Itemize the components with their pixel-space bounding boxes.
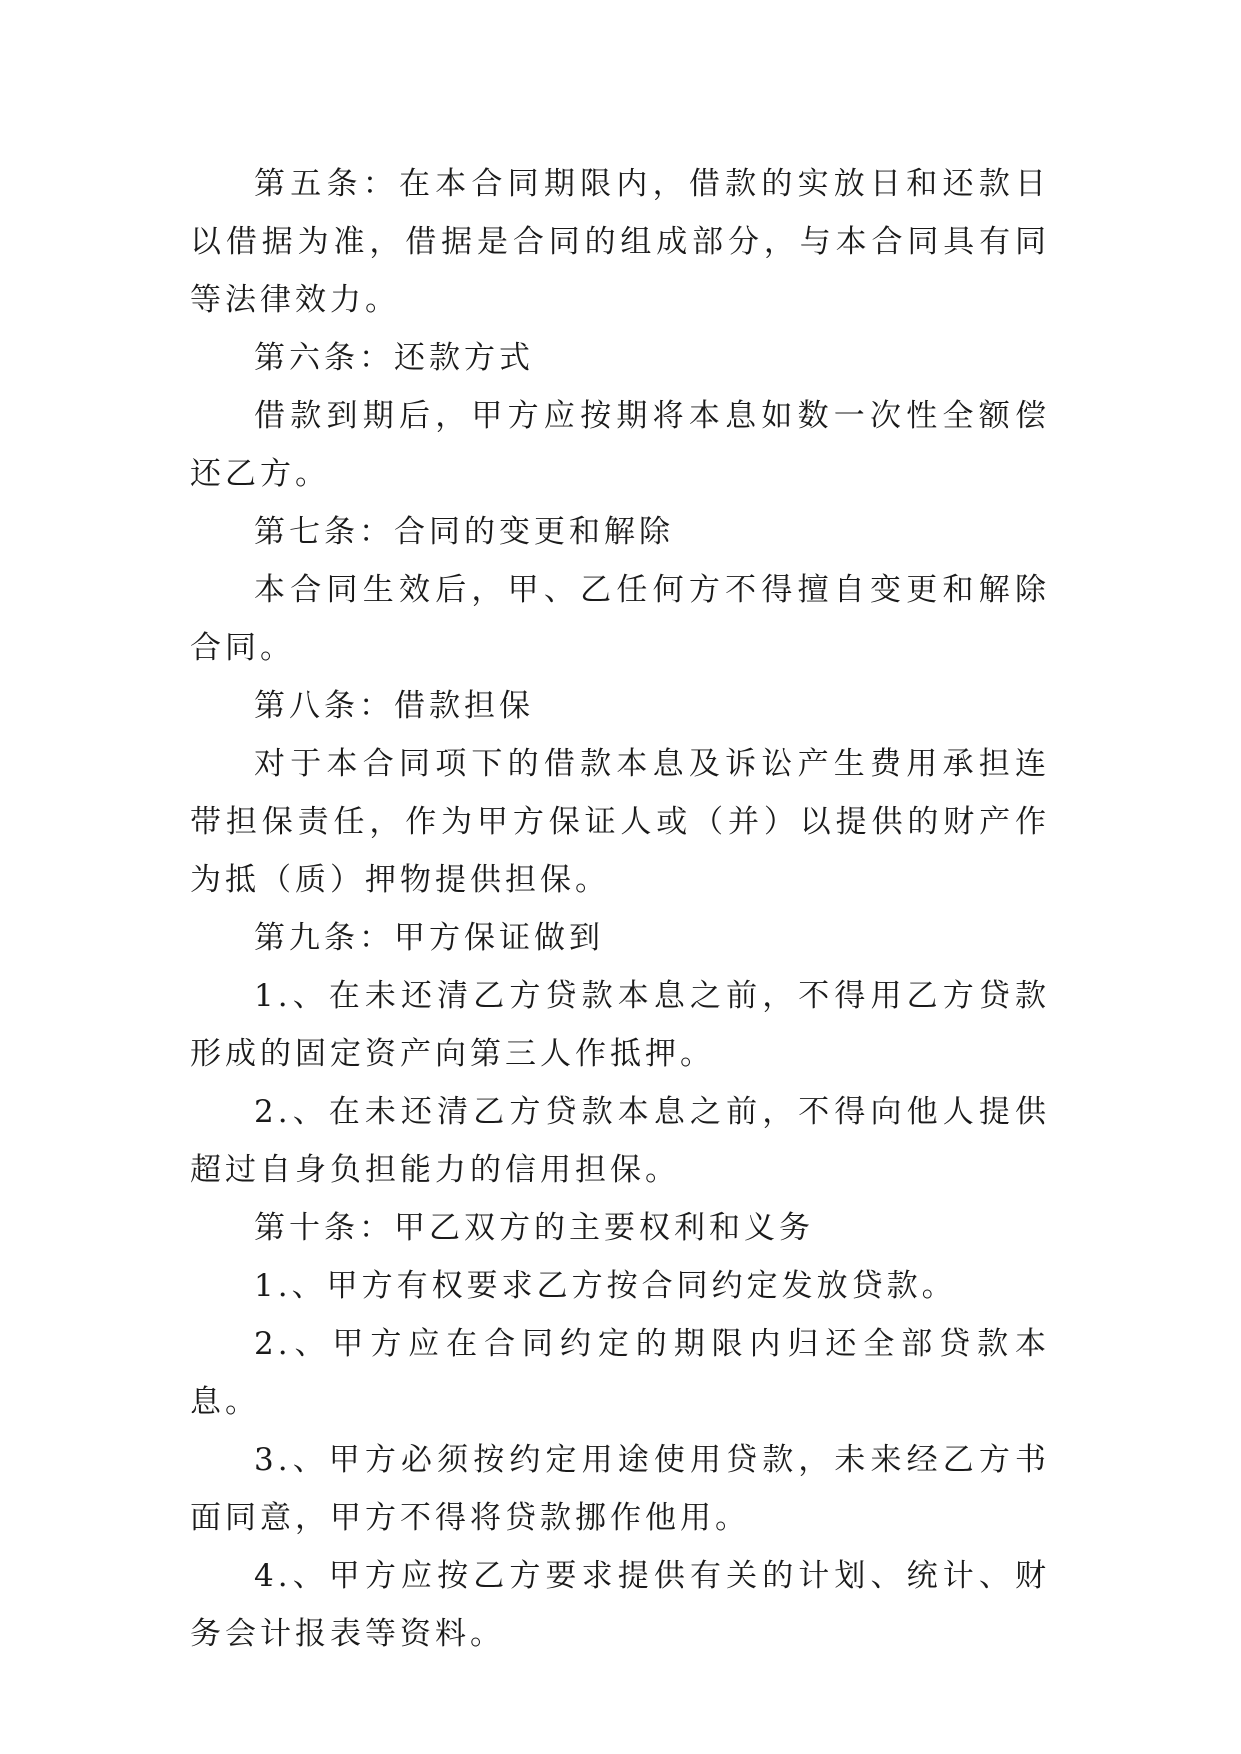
article-9-item-2: 2.、在未还清乙方贷款本息之前，不得向他人提供超过自身负担能力的信用担保。 — [190, 1094, 1050, 1188]
article-10-heading: 第十条：甲乙双方的主要权利和义务 — [254, 1210, 814, 1246]
article-10-item-1: 1.、甲方有权要求乙方按合同约定发放贷款。 — [254, 1268, 957, 1304]
article-8-text: 对于本合同项下的借款本息及诉讼产生费用承担连带担保责任，作为甲方保证人或（并）以提供的财产作为抵（质）押物提供担保。 — [190, 746, 1050, 898]
article-10-item-2: 2.、甲方应在合同约定的期限内归还全部贷款本息。 — [190, 1326, 1050, 1420]
article-10-item-4: 4.、甲方应按乙方要求提供有关的计划、统计、财务会计报表等资料。 — [190, 1558, 1050, 1652]
article-6-heading: 第六条：还款方式 — [254, 340, 534, 376]
article-9-heading: 第九条：甲方保证做到 — [254, 920, 604, 956]
article-8-heading: 第八条：借款担保 — [254, 688, 534, 724]
article-5-text: 第五条：在本合同期限内，借款的实放日和还款日以借据为准，借据是合同的组成部分，与本合同具有同等法律效力。 — [190, 166, 1050, 318]
article-10-item-3: 3.、甲方必须按约定用途使用贷款，未来经乙方书面同意，甲方不得将贷款挪作他用。 — [190, 1442, 1050, 1536]
article-7-text: 本合同生效后，甲、乙任何方不得擅自变更和解除合同。 — [190, 572, 1050, 666]
article-9-item-1: 1.、在未还清乙方贷款本息之前，不得用乙方贷款形成的固定资产向第三人作抵押。 — [190, 978, 1050, 1072]
article-7-heading: 第七条：合同的变更和解除 — [254, 514, 674, 550]
article-6-text: 借款到期后，甲方应按期将本息如数一次性全额偿还乙方。 — [190, 398, 1050, 492]
contract-body — [190, 155, 1050, 1663]
